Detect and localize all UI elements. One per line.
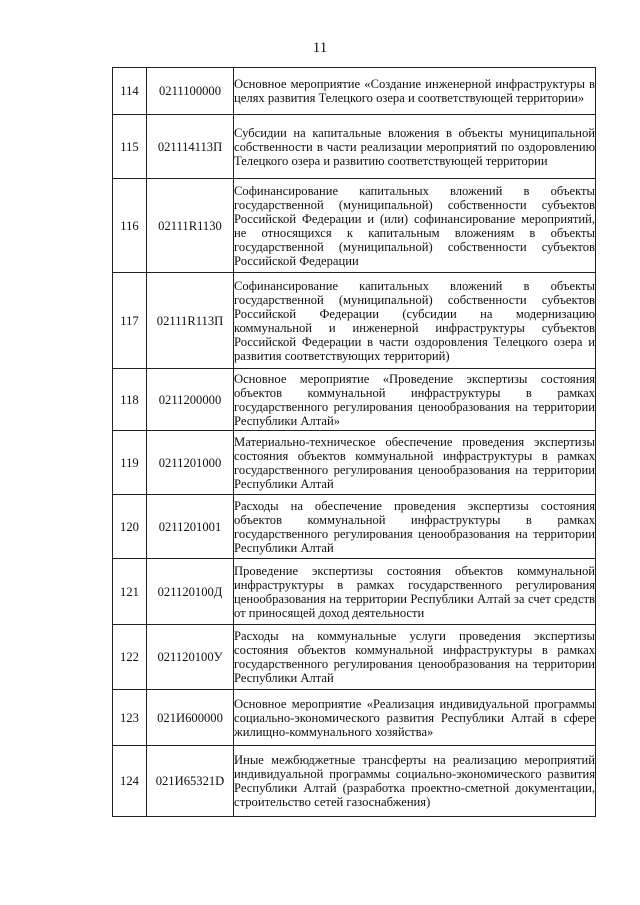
table-row [113,68,596,115]
table-row [113,179,596,273]
row-description: Софинансирование капитальных вложений в объекты государственной (муниципальной) собственности субъектов Российской Федерации и (или) софинансирование мероприятий, не относящихся к капитальным вложениям в объекты государственной (муниципальной) собственности субъектов Российской Федерации [234,179,596,273]
row-code: 021114113П [147,115,234,179]
row-description: Основное мероприятие «Проведение экспертизы состояния объектов коммунальной инфраструктуры в рамках государственного регулирования ценообразования на территории Республики Алтай» [234,369,596,431]
row-number: 119 [113,431,147,495]
row-description: Иные межбюджетные трансферты на реализацию мероприятий индивидуальной программы социально-экономического развития Республики Алтай (разработка проектно-сметной документации, строительство сетей газоснабжения) [234,746,596,817]
table-row [113,115,596,179]
budget-classification-table [112,67,596,817]
table-row [113,559,596,625]
table-row [113,431,596,495]
row-code: 021И600000 [147,690,234,746]
row-number: 123 [113,690,147,746]
row-number: 118 [113,369,147,431]
row-description: Расходы на обеспечение проведения экспертизы состояния объектов коммунальной инфраструктуры в рамках государственного регулирования ценообразования на территории Республики Алтай [234,495,596,559]
table-row [113,625,596,690]
row-code: 021120100Д [147,559,234,625]
row-number: 115 [113,115,147,179]
row-code: 021120100У [147,625,234,690]
row-code: 02111R113П [147,273,234,369]
row-description: Субсидии на капитальные вложения в объекты муниципальной собственности в части реализации мероприятий по оздоровлению Телецкого озера и развитию соответствующей территории [234,115,596,179]
page-number: 11 [312,40,328,56]
row-description: Проведение экспертизы состояния объектов коммунальной инфраструктуры в рамках государственного регулирования ценообразования на территории Республики Алтай за счет средств от приносящей доход деятельности [234,559,596,625]
row-number: 122 [113,625,147,690]
row-code: 02111R1130 [147,179,234,273]
row-number: 117 [113,273,147,369]
row-description: Основное мероприятие «Создание инженерной инфраструктуры в целях развития Телецкого озера и соответствующей территории» [234,68,596,115]
row-number: 121 [113,559,147,625]
row-number: 114 [113,68,147,115]
row-code: 0211200000 [147,369,234,431]
row-description: Расходы на коммунальные услуги проведения экспертизы состояния объектов коммунальной инфраструктуры в рамках государственного регулирования ценообразования на территории Республики Алтай [234,625,596,690]
table-row [113,273,596,369]
table-row [113,690,596,746]
table-row [113,746,596,817]
row-number: 124 [113,746,147,817]
table-row [113,369,596,431]
row-number: 120 [113,495,147,559]
row-code: 0211201001 [147,495,234,559]
row-code: 0211100000 [147,68,234,115]
row-code: 021И65321D [147,746,234,817]
table-row [113,495,596,559]
row-description: Софинансирование капитальных вложений в объекты государственной (муниципальной) собственности субъектов Российской Федерации (субсидии на модернизацию коммунальной и инженерной инфраструктуры субъектов Российской Федерации в части оздоровления Телецкого озера и развития соответствующих территорий) [234,273,596,369]
row-description: Материально-техническое обеспечение проведения экспертизы состояния объектов коммунальной инфраструктуры в рамках государственного регулирования ценообразования на территории Республики Алтай [234,431,596,495]
row-description: Основное мероприятие «Реализация индивидуальной программы социально-экономического развития Республики Алтай в сфере жилищно-коммунального хозяйства» [234,690,596,746]
row-number: 116 [113,179,147,273]
row-code: 0211201000 [147,431,234,495]
